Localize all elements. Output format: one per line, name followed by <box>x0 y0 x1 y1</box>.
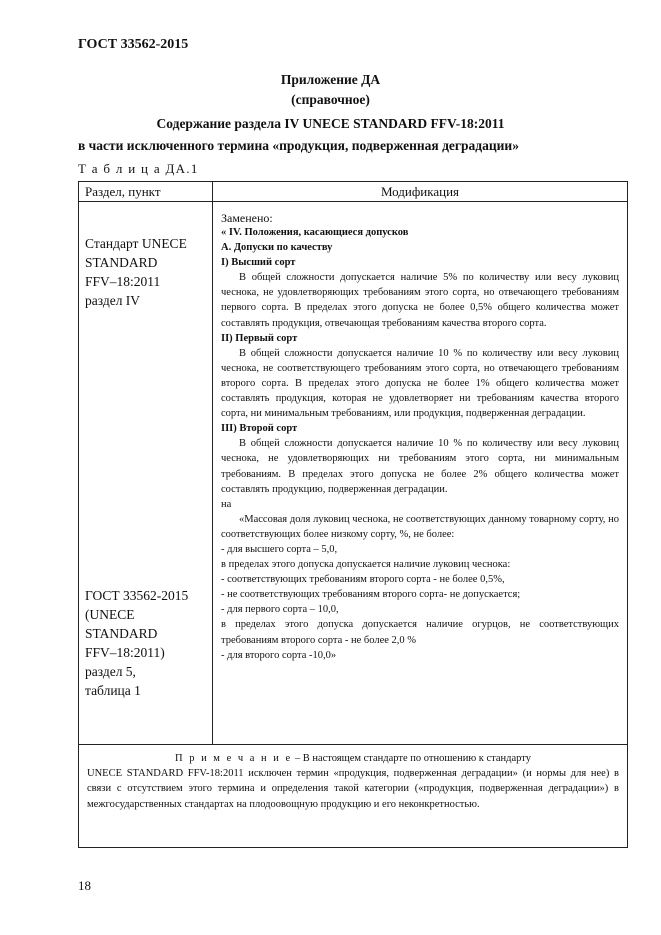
column-header-modification: Модификация <box>213 182 628 202</box>
grade-1-title: I) Высший сорт <box>221 257 296 269</box>
list-item: в пределах этого допуска допускается наличие огурцов, не соответствующих требованиям второго сорта - не более 2,0 % <box>221 619 619 646</box>
grade-2-title: II) Первый сорт <box>221 332 298 344</box>
ref-line: раздел 5, <box>85 664 136 679</box>
ref-line: STANDARD <box>85 626 158 641</box>
ref-line: ГОСТ 33562-2015 <box>85 588 189 603</box>
column-header-section: Раздел, пункт <box>79 182 213 202</box>
list-item: - для второго сорта -10,0» <box>221 649 337 661</box>
note-cell <box>79 745 628 848</box>
table-row <box>79 202 628 745</box>
section-ref-gost <box>85 586 188 700</box>
replacement-connector: на <box>221 498 232 510</box>
new-text: «Массовая доля луковиц чеснока, не соответствующих данному товарному сорту, но соответствующих более низкому сорту, %, не более: <box>221 513 619 540</box>
ref-line: Стандарт UNECE <box>85 236 187 251</box>
appendix-subheading: в части исключенного термина «продукция, подверженная деградации» <box>78 138 519 153</box>
note-lead-text: – В настоящем стандарте по отношению к стандарту <box>294 753 531 764</box>
note-lead <box>87 751 619 766</box>
list-item: в пределах этого допуска допускается наличие луковиц чеснока: <box>221 559 511 571</box>
appendix-title: Приложение ДА <box>280 72 381 87</box>
section-title: « IV. Положения, касающиеся допусков <box>221 227 409 238</box>
grade-3-title: III) Второй сорт <box>221 423 298 435</box>
document-code: ГОСТ 33562-2015 <box>78 37 189 52</box>
appendix-heading: Содержание раздела IV UNECE STANDARD FFV-18:2011 <box>156 116 505 131</box>
table-header-row <box>79 182 628 202</box>
table-caption: Т а б л и ц а ДА.1 <box>78 161 199 176</box>
modification-table <box>78 181 628 848</box>
list-item: - соответствующих требованиям второго сорта - не более 0,5%, <box>221 574 505 586</box>
ref-line: таблица 1 <box>85 683 141 698</box>
grade-3-text: В общей сложности допускается наличие 10 % по количеству или весу луковиц чеснока, не удовлетворяющих ни требованиям этого сорта, ни минимальным требованиям. В пределах этого допуска не более 2% общего количества может составлять продукцию, подверженная деградации. <box>221 438 619 495</box>
ref-line: FFV–18:2011 <box>85 274 161 289</box>
appendix-type: (справочное) <box>291 92 370 107</box>
grade-1-text: В общей сложности допускается наличие 5% по количеству или весу луковиц чеснока, не удовлетворяющих требованиям этого сорта, но отвечающего требованиям первого сорта. В пределах этого допуска не более 0,5% общего количества может составлять продукция, отвечающая требованиям качества второго сорта. <box>221 272 619 329</box>
replaced-label: Заменено: <box>221 211 273 225</box>
ref-line: раздел IV <box>85 293 141 308</box>
subsection-title: А. Допуски по качеству <box>221 242 333 254</box>
page-number: 18 <box>78 878 91 893</box>
note-title: П р и м е ч а н и е <box>174 753 293 764</box>
ref-line: (UNECE <box>85 607 135 622</box>
ref-line: FFV–18:2011) <box>85 645 165 660</box>
modification-cell <box>213 202 628 745</box>
list-item: - не соответствующих требованиям второго сорта- не допускается; <box>221 589 521 601</box>
ref-line: STANDARD <box>85 255 158 270</box>
note-row <box>79 745 628 848</box>
list-item: - для высшего сорта – 5,0, <box>221 543 338 555</box>
list-item: - для первого сорта – 10,0, <box>221 604 339 616</box>
section-reference-cell <box>79 202 213 745</box>
note-body: UNECE STANDARD FFV-18:2011 исключен термин «продукция, подверженная деградации» (и нормы для нее) в связи с отсутствием этого термина и определения такой категории («продукция, подверженная деградации») в межгосударственных стандартах на плодоовощную продукцию и его неконкретностью. <box>87 768 619 810</box>
grade-2-text: В общей сложности допускается наличие 10 % по количеству или весу луковиц чеснока, не соответствующего требованиям этого сорта, но отвечающего требованиям второго сорта. В пределах этого допуска не более 1% общего количества может составлять продукция, которая не удовлетворяет ни требованиям качества второго сорта, ни минимальным требованиям, или продукция, подверженная деградации. <box>221 347 619 420</box>
section-ref-standard <box>85 234 187 310</box>
